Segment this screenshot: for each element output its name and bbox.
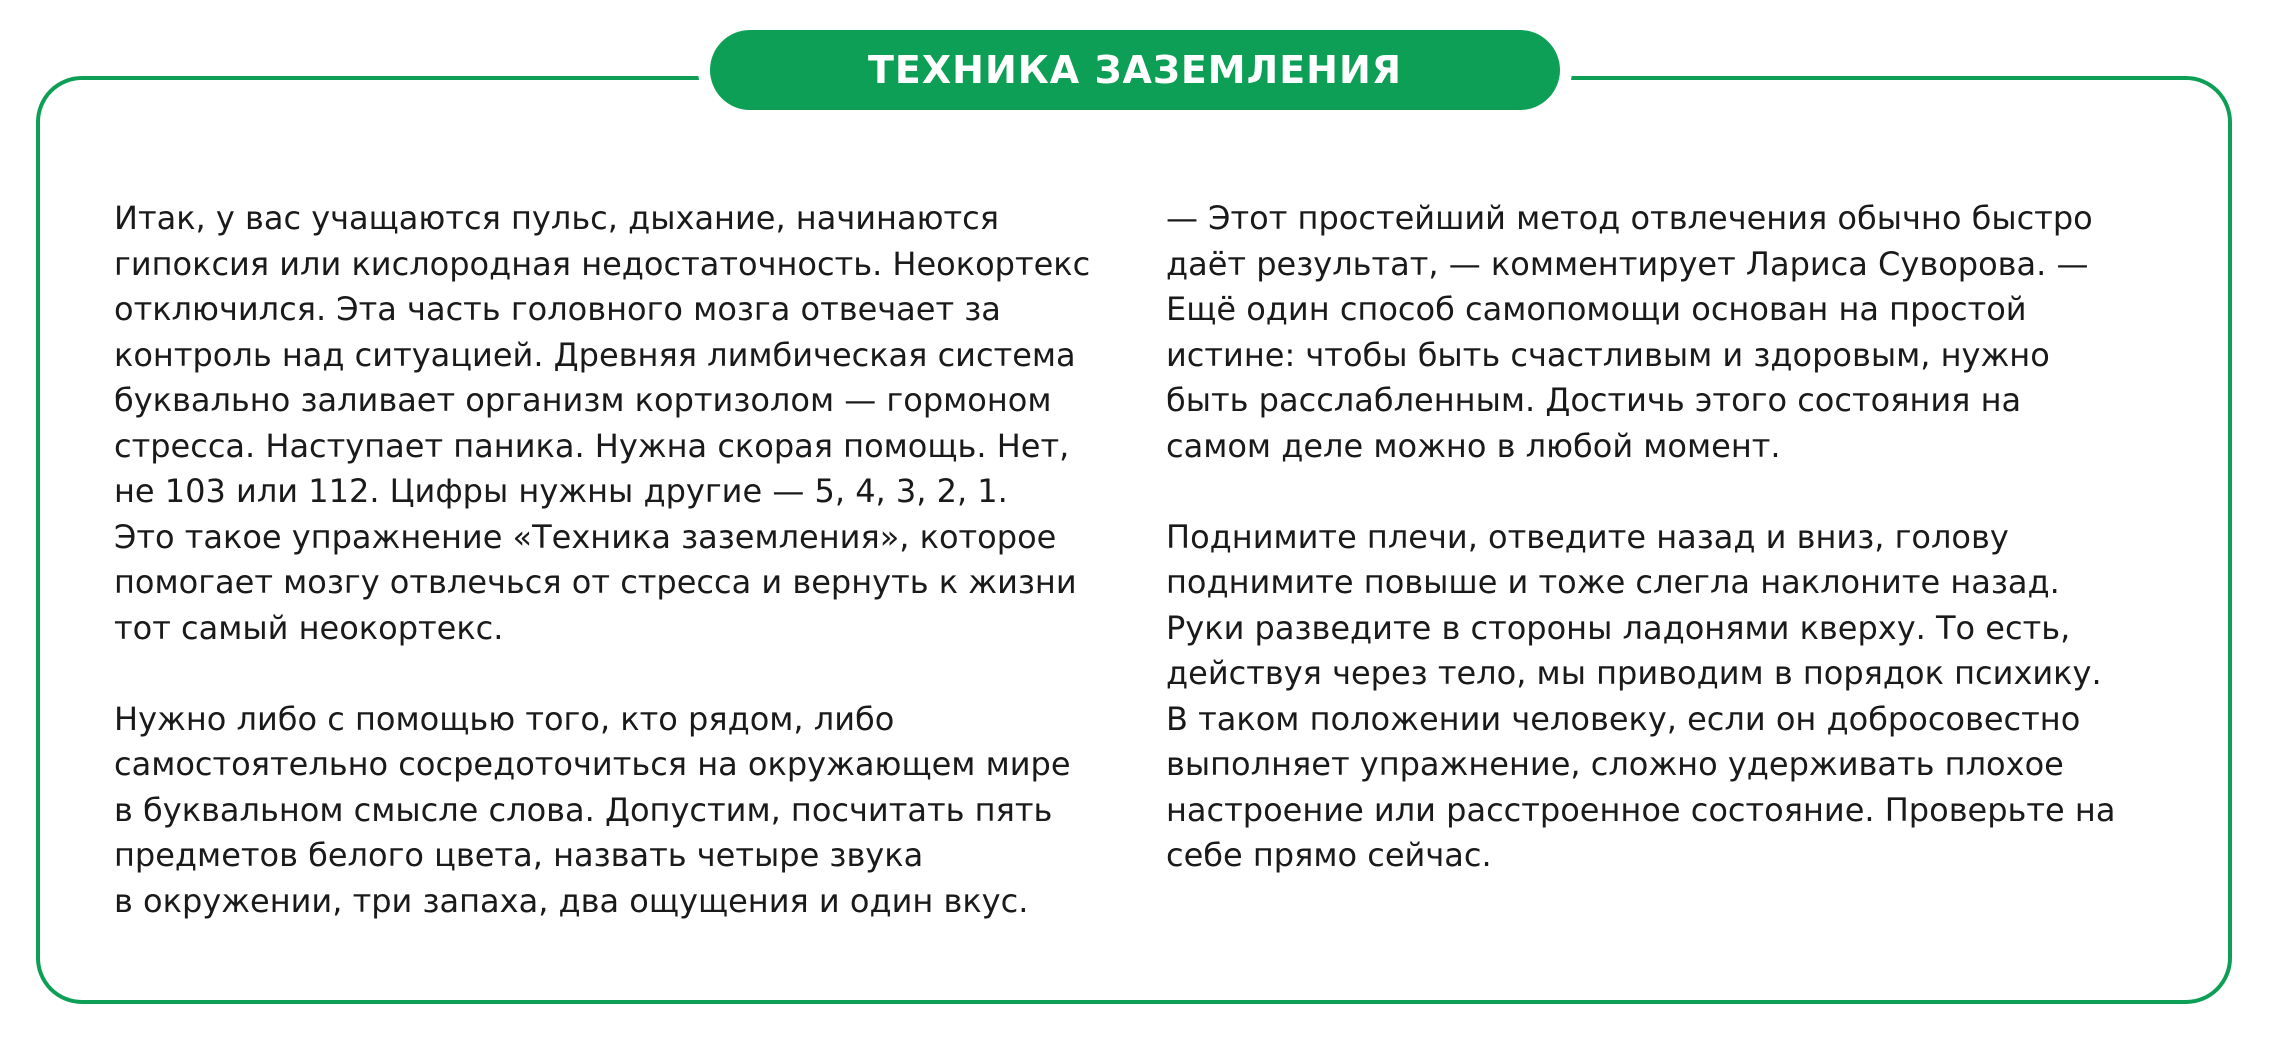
text-line: Нужно либо с помощью того, кто рядом, либо <box>114 699 895 738</box>
right-paragraph-2 <box>1166 515 2176 879</box>
text-line: стресса. Наступает паника. Нужна скорая помощь. Нет, <box>114 426 1070 465</box>
text-line: — Этот простейший метод отвлечения обычно быстро <box>1166 199 2093 237</box>
text-line: отключился. Эта часть головного мозга отвечает за <box>114 290 1001 328</box>
text-line: гипоксия или кислородная недостаточность. Неокортекс <box>114 244 1091 283</box>
left-paragraph-2 <box>114 697 1114 925</box>
text-line: Это такое упражнение «Техника заземления», которое <box>114 517 1057 556</box>
right-column <box>1166 196 2176 924</box>
left-paragraph-1 <box>114 196 1114 651</box>
text-line: самостоятельно сосредоточиться на окружающем мире <box>114 745 1071 783</box>
section-title-text: ТЕХНИКА ЗАЗЕМЛЕНИЯ <box>867 48 1403 92</box>
text-line: поднимите повыше и тоже слегла наклоните назад. <box>1166 563 2060 601</box>
text-line: Поднимите плечи, отведите назад и вниз, голову <box>1166 517 2009 556</box>
text-line: истине: чтобы быть счастливым и здоровым, нужно <box>1166 335 2050 374</box>
text-line: выполняет упражнение, сложно удерживать плохое <box>1166 745 2064 783</box>
right-paragraph-1 <box>1166 196 2176 469</box>
text-line: контроль над ситуацией. Древняя лимбическая система <box>114 335 1076 374</box>
text-line: тот самый неокортекс. <box>114 608 504 647</box>
section-title <box>710 30 1560 110</box>
text-line: предметов белого цвета, назвать четыре звука <box>114 836 924 874</box>
text-line: настроение или расстроенное состояние. Проверьте на <box>1166 790 2116 829</box>
text-line: даёт результат, — комментирует Лариса Суворова. — <box>1166 244 2089 283</box>
text-line: В таком положении человеку, если он добросовестно <box>1166 699 2081 738</box>
text-line: помогает мозгу отвлечься от стресса и вернуть к жизни <box>114 563 1077 601</box>
text-line: не 103 или 112. Цифры нужны другие — 5, 4, 3, 2, 1. <box>114 472 1008 510</box>
text-line: Руки разведите в стороны ладонями кверху. То есть, <box>1166 608 2071 647</box>
text-line: себе прямо сейчас. <box>1166 836 1492 874</box>
text-line: Ещё один способ самопомощи основан на простой <box>1166 290 2027 328</box>
text-line: Итак, у вас учащаются пульс, дыхание, начинаются <box>114 199 999 237</box>
text-line: буквально заливает организм кортизолом — гормоном <box>114 381 1052 419</box>
text-line: действуя через тело, мы приводим в порядок психику. <box>1166 654 2102 692</box>
text-line: в окружении, три запаха, два ощущения и один вкус. <box>114 881 1029 920</box>
text-line: в буквальном смысле слова. Допустим, посчитать пять <box>114 790 1053 829</box>
left-column <box>114 196 1114 970</box>
text-line: самом деле можно в любой момент. <box>1166 426 1781 465</box>
text-line: быть расслабленным. Достичь этого состояния на <box>1166 381 2022 419</box>
